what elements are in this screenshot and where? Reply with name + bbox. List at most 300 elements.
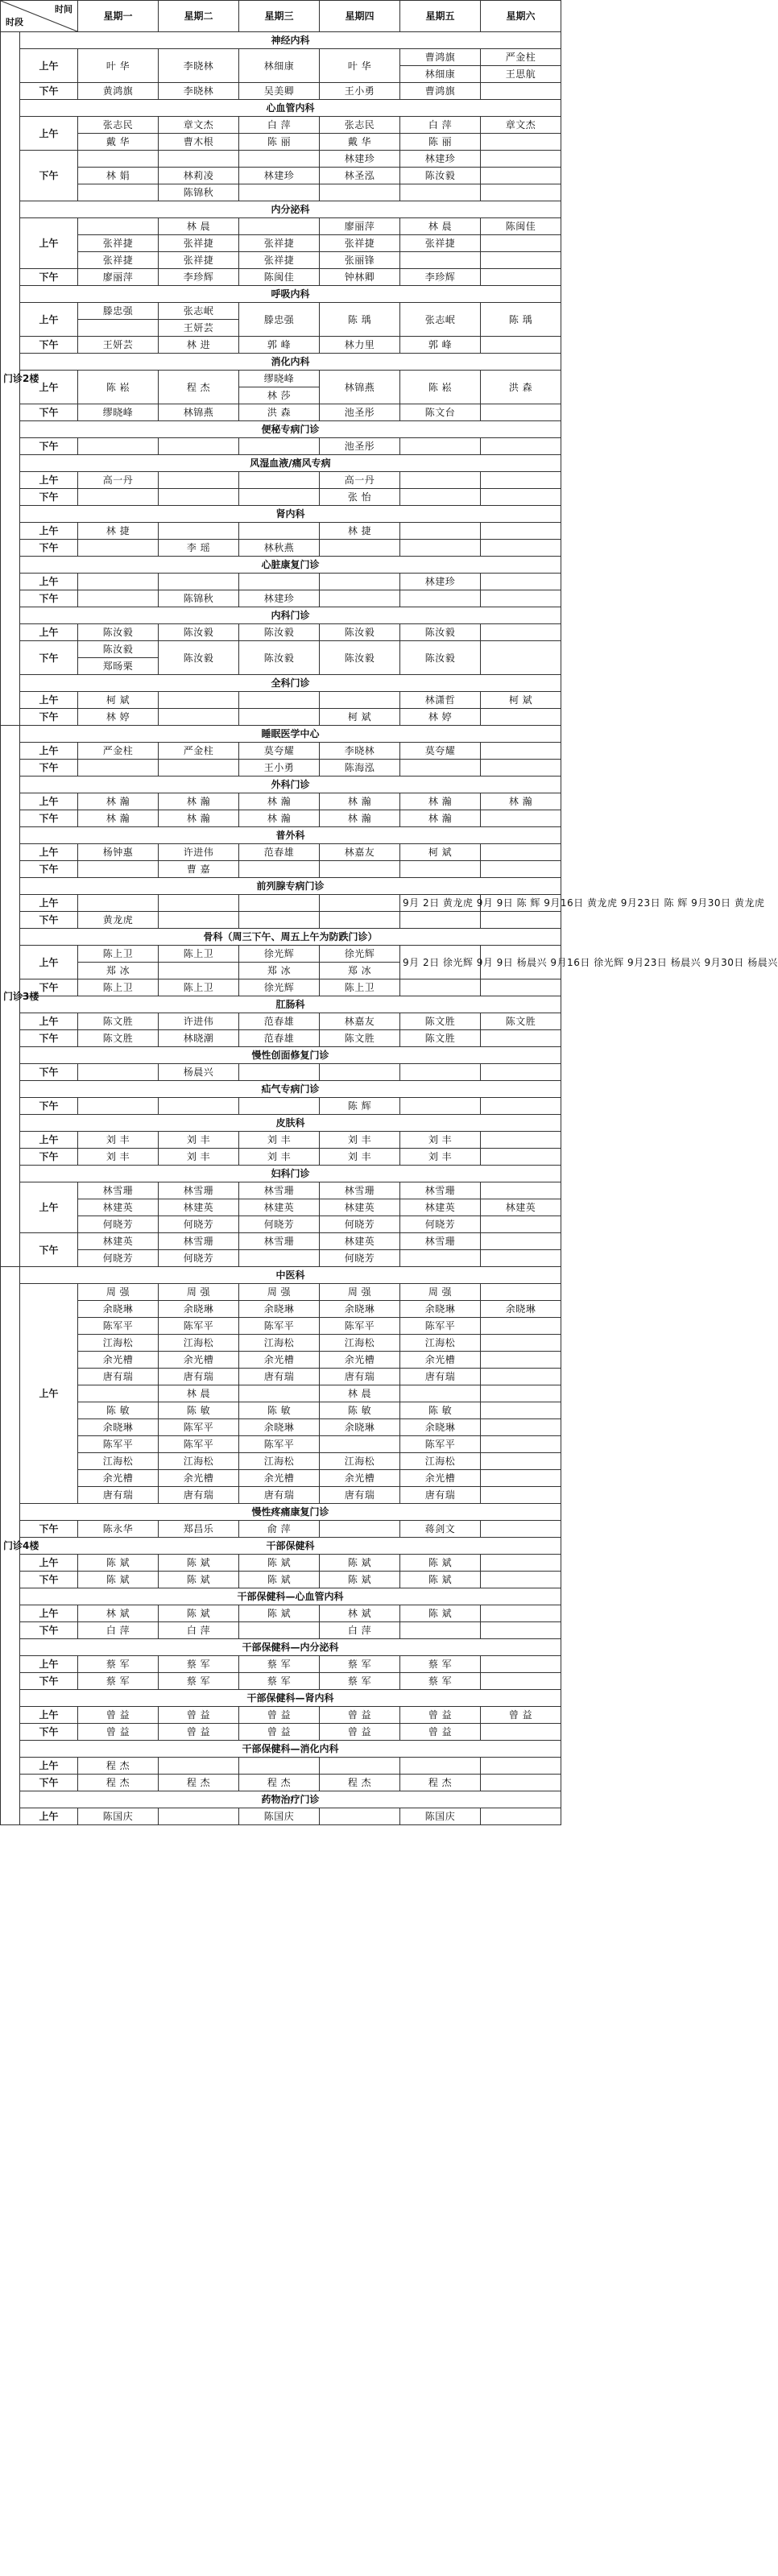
doctor-cell (239, 1622, 320, 1639)
schedule-row (1, 1487, 561, 1504)
period-label: 下午 (20, 709, 78, 726)
department-title: 药物治疗门诊 (20, 1791, 561, 1808)
doctor-cell (78, 489, 159, 506)
doctor-cell (239, 1385, 320, 1402)
section-header-row (1, 1690, 561, 1707)
doctor-cell (239, 523, 320, 540)
doctor-cell: 王妍芸 (78, 337, 159, 354)
section-header-row (1, 506, 561, 523)
doctor-cell: 洪 森 (239, 404, 320, 421)
schedule-row (1, 1318, 561, 1335)
doctor-cell: 杨钟惠 (78, 844, 159, 861)
doctor-cell: 陈 辉 (320, 1098, 400, 1115)
doctor-cell: 陈 斌 (159, 1605, 239, 1622)
doctor-cell: 林建英 (320, 1233, 400, 1250)
schedule-row (1, 692, 561, 709)
doctor-cell: 林建英 (239, 1199, 320, 1216)
period-label: 下午 (20, 590, 78, 607)
doctor-cell: 蔡 军 (78, 1673, 159, 1690)
doctor-cell: 刘 丰 (159, 1132, 239, 1149)
doctor-cell: 陈军平 (78, 1318, 159, 1335)
doctor-cell: 周 强 (78, 1284, 159, 1301)
doctor-cell (78, 320, 159, 337)
doctor-cell: 柯 斌 (400, 844, 481, 861)
doctor-cell: 陈 斌 (239, 1605, 320, 1622)
schedule-row (1, 1419, 561, 1436)
doctor-cell: 莫夸耀 (400, 743, 481, 760)
schedule-row (1, 117, 561, 134)
schedule-row (1, 1453, 561, 1470)
schedule-row (1, 1436, 561, 1453)
section-header-row (1, 1166, 561, 1182)
doctor-cell: 陈汝毅 (78, 624, 159, 641)
doctor-cell (400, 540, 481, 557)
doctor-cell: 陈 斌 (159, 1555, 239, 1572)
period-label: 上午 (20, 49, 78, 83)
doctor-cell: 余光槽 (400, 1470, 481, 1487)
doctor-cell: 陈军平 (159, 1318, 239, 1335)
doctor-cell: 蔡 军 (159, 1656, 239, 1673)
doctor-cell: 曹鸿旗 (400, 83, 481, 100)
doctor-cell: 戴 华 (78, 134, 159, 151)
schedule-row (1, 641, 561, 658)
doctor-cell (481, 1250, 561, 1267)
corner-header (1, 1, 78, 32)
section-header-row (1, 1115, 561, 1132)
doctor-cell (481, 641, 561, 675)
doctor-cell: 陈上卫 (159, 979, 239, 996)
doctor-cell (400, 523, 481, 540)
doctor-cell (481, 1775, 561, 1791)
doctor-cell: 余晓琳 (159, 1301, 239, 1318)
doctor-cell: 郑昌乐 (159, 1521, 239, 1538)
doctor-cell: 张祥捷 (320, 235, 400, 252)
doctor-cell: 林 捷 (78, 523, 159, 540)
doctor-cell: 陈文胜 (78, 1030, 159, 1047)
period-label: 上午 (20, 371, 78, 404)
doctor-cell: 范春雄 (239, 844, 320, 861)
corner-label-time: 时间 (55, 4, 72, 14)
doctor-cell: 李珍辉 (400, 269, 481, 286)
section-header-row (1, 286, 561, 303)
doctor-cell: 陈 敏 (400, 1402, 481, 1419)
schedule-row (1, 168, 561, 184)
doctor-cell (159, 709, 239, 726)
doctor-cell (320, 184, 400, 201)
doctor-cell: 陈 丽 (239, 134, 320, 151)
schedule-row (1, 574, 561, 590)
section-header-row (1, 1791, 561, 1808)
schedule-row (1, 489, 561, 506)
doctor-cell: 杨晨兴 (159, 1064, 239, 1081)
doctor-cell: 张 怡 (320, 489, 400, 506)
floor-label: 门诊2楼 (1, 32, 20, 726)
doctor-cell (481, 1352, 561, 1369)
doctor-cell (400, 184, 481, 201)
doctor-cell: 林建珍 (400, 574, 481, 590)
doctor-cell: 柯 斌 (320, 709, 400, 726)
schedule-row (1, 184, 561, 201)
doctor-cell: 蔡 军 (239, 1673, 320, 1690)
doctor-cell: 陈文胜 (78, 1013, 159, 1030)
doctor-cell (159, 574, 239, 590)
section-header-row (1, 996, 561, 1013)
doctor-cell: 林雪珊 (400, 1233, 481, 1250)
doctor-cell: 白 萍 (239, 117, 320, 134)
period-label: 下午 (20, 641, 78, 675)
section-header-row (1, 32, 561, 49)
doctor-cell (481, 269, 561, 286)
doctor-cell: 洪 森 (481, 371, 561, 404)
doctor-cell: 余光槽 (239, 1352, 320, 1369)
doctor-cell: 王小勇 (239, 760, 320, 777)
doctor-cell: 江海松 (78, 1453, 159, 1470)
doctor-cell (481, 1724, 561, 1741)
floor-label: 门诊4楼 (1, 1267, 20, 1825)
doctor-cell (239, 1250, 320, 1267)
doctor-cell: 林建珍 (239, 168, 320, 184)
period-label: 下午 (20, 1724, 78, 1741)
doctor-cell: 林潇哲 (400, 692, 481, 709)
doctor-cell (481, 168, 561, 184)
doctor-cell: 陈 斌 (320, 1555, 400, 1572)
period-label: 下午 (20, 1233, 78, 1267)
department-title: 外科门诊 (20, 777, 561, 793)
period-label: 上午 (20, 743, 78, 760)
schedule-row (1, 1656, 561, 1673)
doctor-cell: 章文杰 (481, 117, 561, 134)
doctor-cell: 蒋剑文 (400, 1521, 481, 1538)
doctor-cell: 林 晨 (400, 218, 481, 235)
doctor-cell (239, 151, 320, 168)
schedule-row (1, 1521, 561, 1538)
doctor-cell (481, 1149, 561, 1166)
doctor-cell: 陈文胜 (481, 1013, 561, 1030)
doctor-cell: 林 瀚 (159, 810, 239, 827)
doctor-cell (481, 912, 561, 929)
department-title: 疝气专病门诊 (20, 1081, 561, 1098)
doctor-cell: 余晓琳 (320, 1419, 400, 1436)
doctor-cell (481, 252, 561, 269)
period-label: 上午 (20, 946, 78, 979)
doctor-cell: 严金柱 (78, 743, 159, 760)
period-label: 下午 (20, 1622, 78, 1639)
doctor-cell: 唐有瑞 (320, 1369, 400, 1385)
doctor-cell: 张祥捷 (159, 252, 239, 269)
doctor-cell: 陈文台 (400, 404, 481, 421)
doctor-cell (239, 1098, 320, 1115)
doctor-cell (239, 1064, 320, 1081)
section-header-row (1, 1047, 561, 1064)
department-title: 神经内科 (20, 32, 561, 49)
doctor-cell (400, 1098, 481, 1115)
department-title: 中医科 (20, 1267, 561, 1284)
period-label: 下午 (20, 1030, 78, 1047)
doctor-cell: 唐有瑞 (400, 1369, 481, 1385)
doctor-cell: 余晓琳 (78, 1301, 159, 1318)
doctor-cell (400, 1250, 481, 1267)
doctor-cell: 林 婷 (400, 709, 481, 726)
doctor-cell: 程 杰 (400, 1775, 481, 1791)
doctor-cell (239, 218, 320, 235)
period-label: 上午 (20, 1707, 78, 1724)
doctor-cell: 林建英 (78, 1199, 159, 1216)
day-header-fri: 星期五 (400, 1, 481, 32)
doctor-cell (239, 489, 320, 506)
doctor-cell: 林雪珊 (239, 1182, 320, 1199)
doctor-cell: 曾 益 (78, 1724, 159, 1741)
doctor-cell: 林 瀚 (159, 793, 239, 810)
doctor-cell: 陈军平 (78, 1436, 159, 1453)
doctor-cell: 江海松 (400, 1453, 481, 1470)
doctor-cell: 郭 峰 (400, 337, 481, 354)
section-header-row (1, 607, 561, 624)
doctor-cell: 叶 华 (78, 49, 159, 83)
doctor-cell: 周 强 (239, 1284, 320, 1301)
period-label: 下午 (20, 1572, 78, 1588)
period-label: 上午 (20, 1555, 78, 1572)
doctor-cell: 钟林卿 (320, 269, 400, 286)
period-label: 上午 (20, 218, 78, 269)
department-title: 慢性创面修复门诊 (20, 1047, 561, 1064)
doctor-cell: 林圣泓 (320, 168, 400, 184)
doctor-cell: 刘 丰 (78, 1132, 159, 1149)
doctor-cell: 戴 华 (320, 134, 400, 151)
department-title: 内科门诊 (20, 607, 561, 624)
department-title: 干部保健科—内分泌科 (20, 1639, 561, 1656)
doctor-cell: 徐光辉 (320, 946, 400, 963)
doctor-cell: 陈 斌 (400, 1605, 481, 1622)
doctor-cell: 林嘉友 (320, 1013, 400, 1030)
doctor-cell (78, 151, 159, 168)
doctor-cell (481, 337, 561, 354)
doctor-cell (481, 1369, 561, 1385)
doctor-cell: 林 瀚 (400, 810, 481, 827)
doctor-cell: 廖丽萍 (78, 269, 159, 286)
doctor-cell: 林建英 (481, 1199, 561, 1216)
doctor-cell (239, 574, 320, 590)
doctor-cell: 刘 丰 (320, 1149, 400, 1166)
schedule-row (1, 1724, 561, 1741)
doctor-cell (78, 760, 159, 777)
department-title: 干部保健科—肾内科 (20, 1690, 561, 1707)
doctor-cell: 唐有瑞 (320, 1487, 400, 1504)
doctor-cell: 林 瀚 (320, 793, 400, 810)
period-label: 上午 (20, 624, 78, 641)
doctor-cell: 林 捷 (320, 523, 400, 540)
doctor-cell (481, 472, 561, 489)
doctor-cell: 李晓林 (320, 743, 400, 760)
department-title: 心血管内科 (20, 100, 561, 117)
doctor-cell: 林建珍 (239, 590, 320, 607)
schedule-body (1, 32, 778, 1825)
doctor-cell: 吴美卿 (239, 83, 320, 100)
doctor-cell: 许进伟 (159, 844, 239, 861)
doctor-cell (481, 438, 561, 455)
department-title: 前列腺专病门诊 (20, 878, 561, 895)
day-header-mon: 星期一 (78, 1, 159, 32)
day-header-tue: 星期二 (159, 1, 239, 32)
doctor-cell (481, 523, 561, 540)
doctor-cell: 陈上卫 (78, 946, 159, 963)
period-label: 上午 (20, 117, 78, 151)
doctor-cell (481, 1436, 561, 1453)
doctor-cell: 余晓琳 (320, 1301, 400, 1318)
schedule-row (1, 472, 561, 489)
doctor-cell: 曾 益 (400, 1707, 481, 1724)
schedule-row (1, 371, 561, 387)
doctor-cell: 白 萍 (78, 1622, 159, 1639)
doctor-cell: 余光槽 (239, 1470, 320, 1487)
department-title: 普外科 (20, 827, 561, 844)
doctor-cell: 唐有瑞 (78, 1487, 159, 1504)
doctor-cell: 陈汝毅 (159, 641, 239, 675)
doctor-cell (481, 404, 561, 421)
doctor-cell: 张志岷 (400, 303, 481, 337)
doctor-cell: 林嘉友 (320, 844, 400, 861)
doctor-cell: 陈汝毅 (78, 641, 159, 658)
doctor-cell: 陈 斌 (239, 1555, 320, 1572)
doctor-cell: 江海松 (239, 1453, 320, 1470)
doctor-cell (481, 1470, 561, 1487)
doctor-cell: 莫夸耀 (239, 743, 320, 760)
schedule-row (1, 1707, 561, 1724)
doctor-cell: 林 斌 (78, 1605, 159, 1622)
doctor-cell: 陈汝毅 (400, 641, 481, 675)
schedule-row (1, 895, 561, 912)
department-title: 肛肠科 (20, 996, 561, 1013)
doctor-cell: 江海松 (320, 1453, 400, 1470)
doctor-cell (320, 540, 400, 557)
period-label: 下午 (20, 540, 78, 557)
doctor-cell: 林 瀚 (239, 810, 320, 827)
doctor-cell: 林建英 (78, 1233, 159, 1250)
doctor-cell (481, 1808, 561, 1825)
doctor-cell: 林锦燕 (320, 371, 400, 404)
section-header-row (1, 354, 561, 371)
period-label: 下午 (20, 1775, 78, 1791)
doctor-cell: 何晓芳 (159, 1250, 239, 1267)
doctor-cell (481, 1605, 561, 1622)
doctor-cell: 曾 益 (400, 1724, 481, 1741)
doctor-cell (481, 1656, 561, 1673)
period-label: 上午 (20, 303, 78, 337)
department-title: 骨科（周三下午、周五上午为防跌门诊） (20, 929, 561, 946)
doctor-cell: 林 娟 (78, 168, 159, 184)
doctor-cell: 唐有瑞 (78, 1369, 159, 1385)
department-title: 干部保健科—心血管内科 (20, 1588, 561, 1605)
doctor-cell (481, 1030, 561, 1047)
doctor-cell: 滕忠强 (78, 303, 159, 320)
doctor-cell: 柯 斌 (481, 692, 561, 709)
doctor-cell: 陈 敏 (78, 1402, 159, 1419)
doctor-cell (320, 912, 400, 929)
doctor-cell: 余光槽 (78, 1352, 159, 1369)
schedule-row (1, 235, 561, 252)
department-title: 消化内科 (20, 354, 561, 371)
doctor-cell (400, 590, 481, 607)
doctor-cell: 林秋燕 (239, 540, 320, 557)
doctor-cell: 何晓芳 (159, 1216, 239, 1233)
doctor-cell: 陈闽佳 (481, 218, 561, 235)
doctor-cell: 蔡 军 (400, 1656, 481, 1673)
doctor-cell: 郑 冰 (78, 963, 159, 979)
doctor-cell (239, 1758, 320, 1775)
doctor-cell: 陈军平 (159, 1419, 239, 1436)
section-header-row (1, 1538, 561, 1555)
schedule-row (1, 151, 561, 168)
doctor-cell: 林 瀚 (481, 793, 561, 810)
period-label: 下午 (20, 337, 78, 354)
period-label: 下午 (20, 489, 78, 506)
doctor-cell (159, 692, 239, 709)
period-label: 上午 (20, 1132, 78, 1149)
department-title: 风湿血液/痛风专病 (20, 455, 561, 472)
doctor-cell (481, 1555, 561, 1572)
period-label: 上午 (20, 574, 78, 590)
doctor-cell: 林 晨 (159, 218, 239, 235)
period-label: 下午 (20, 1521, 78, 1538)
doctor-cell: 白 萍 (400, 117, 481, 134)
doctor-cell: 蔡 军 (239, 1656, 320, 1673)
doctor-cell: 林 瀚 (78, 793, 159, 810)
doctor-cell (320, 1064, 400, 1081)
section-header-row (1, 100, 561, 117)
department-title: 干部保健科—消化内科 (20, 1741, 561, 1758)
doctor-cell: 王妍芸 (159, 320, 239, 337)
doctor-cell (400, 252, 481, 269)
section-header-row (1, 201, 561, 218)
doctor-cell: 蔡 军 (400, 1673, 481, 1690)
doctor-cell: 江海松 (400, 1335, 481, 1352)
doctor-cell: 林锦燕 (159, 404, 239, 421)
doctor-cell: 陈 敏 (320, 1402, 400, 1419)
doctor-cell: 江海松 (320, 1335, 400, 1352)
doctor-cell (481, 624, 561, 641)
doctor-cell: 陈 斌 (78, 1555, 159, 1572)
doctor-cell: 唐有瑞 (159, 1487, 239, 1504)
schedule-row (1, 1335, 561, 1352)
doctor-cell: 陈 斌 (239, 1572, 320, 1588)
doctor-cell (481, 1385, 561, 1402)
department-title: 呼吸内科 (20, 286, 561, 303)
doctor-cell (239, 438, 320, 455)
section-header-row (1, 878, 561, 895)
section-header-row (1, 726, 561, 743)
section-header-row (1, 1267, 561, 1284)
doctor-cell (481, 1132, 561, 1149)
doctor-cell: 陈海泓 (320, 760, 400, 777)
doctor-cell (481, 1064, 561, 1081)
doctor-cell (78, 1385, 159, 1402)
doctor-cell: 陈汝毅 (239, 641, 320, 675)
doctor-cell (320, 692, 400, 709)
doctor-cell: 郑旸栗 (78, 658, 159, 675)
doctor-cell (400, 438, 481, 455)
period-label: 上午 (20, 844, 78, 861)
doctor-cell (159, 472, 239, 489)
doctor-cell: 陈上卫 (159, 946, 239, 963)
doctor-cell (481, 590, 561, 607)
doctor-cell: 陈国庆 (78, 1808, 159, 1825)
schedule-row (1, 912, 561, 929)
doctor-cell (239, 472, 320, 489)
doctor-cell (400, 472, 481, 489)
doctor-cell: 程 杰 (159, 1775, 239, 1791)
doctor-cell: 林建英 (400, 1199, 481, 1216)
doctor-cell: 柯 斌 (78, 692, 159, 709)
schedule-row (1, 1555, 561, 1572)
